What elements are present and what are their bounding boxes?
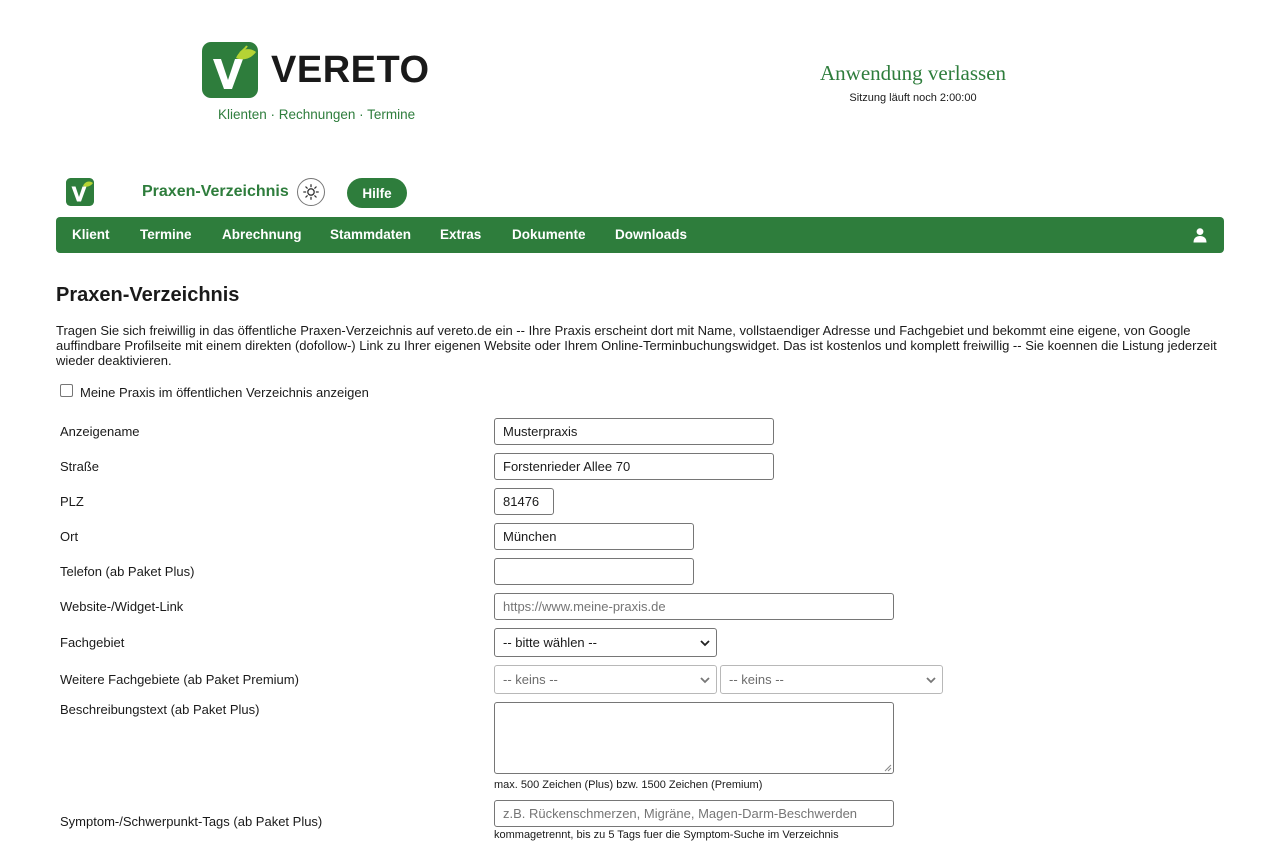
exit-application-link[interactable]: Anwendung verlassen bbox=[820, 61, 1007, 85]
brand-name: VERETO bbox=[271, 49, 430, 91]
more-specialties-label: Weitere Fachgebiete (ab Paket Premium) bbox=[60, 672, 299, 687]
nav-item-dokumente[interactable]: Dokumente bbox=[512, 227, 586, 242]
description-label: Beschreibungstext (ab Paket Plus) bbox=[60, 702, 260, 717]
public-listing-checkbox[interactable] bbox=[60, 384, 73, 397]
nav-item-klient[interactable]: Klient bbox=[72, 227, 110, 242]
description-textarea[interactable] bbox=[494, 702, 894, 774]
vereto-small-logo-icon[interactable] bbox=[66, 178, 94, 206]
specialty-selected-value: -- bitte wählen -- bbox=[503, 635, 597, 650]
nav-item-extras[interactable]: Extras bbox=[440, 227, 482, 242]
tags-input[interactable] bbox=[494, 800, 894, 827]
nav-item-abrechnung[interactable]: Abrechnung bbox=[222, 227, 302, 242]
specialty-label: Fachgebiet bbox=[60, 635, 125, 650]
chevron-down-icon bbox=[700, 639, 710, 647]
nav-item-downloads[interactable]: Downloads bbox=[615, 227, 688, 242]
nav-item-stammdaten[interactable]: Stammdaten bbox=[330, 227, 412, 242]
page-title: Praxen-Verzeichnis bbox=[56, 284, 240, 306]
city-label: Ort bbox=[60, 529, 79, 544]
description-hint: max. 500 Zeichen (Plus) bzw. 1500 Zeichen (Premium) bbox=[494, 779, 763, 791]
sun-icon bbox=[303, 184, 319, 200]
tags-label: Symptom-/Schwerpunkt-Tags (ab Paket Plus) bbox=[60, 814, 323, 829]
more-specialty-select-1[interactable] bbox=[494, 665, 717, 694]
session-timer: Sitzung läuft noch 2:00:00 bbox=[849, 92, 977, 104]
tags-hint: kommagetrennt, bis zu 5 Tags fuer die Symptom-Suche im Verzeichnis bbox=[494, 829, 839, 841]
phone-label: Telefon (ab Paket Plus) bbox=[60, 564, 195, 579]
zip-label: PLZ bbox=[60, 494, 84, 509]
resize-handle-icon[interactable] bbox=[884, 764, 892, 772]
chevron-down-icon bbox=[926, 676, 936, 684]
tags-placeholder: z.B. Rückenschmerzen, Migräne, Magen-Darm-Beschwerden bbox=[503, 806, 858, 821]
help-button[interactable]: Hilfe bbox=[347, 178, 407, 208]
brand-tagline: Klienten · Rechnungen · Termine bbox=[218, 107, 416, 122]
street-label: Straße bbox=[60, 459, 100, 474]
city-input[interactable]: München bbox=[494, 523, 694, 550]
zip-input[interactable]: 81476 bbox=[494, 488, 554, 515]
more-specialty-1-value: -- keins -- bbox=[503, 672, 558, 687]
website-placeholder: https://www.meine-praxis.de bbox=[503, 599, 666, 614]
more-specialty-2-value: -- keins -- bbox=[729, 672, 784, 687]
sub-header bbox=[56, 176, 1224, 210]
more-specialty-select-2[interactable] bbox=[720, 665, 943, 694]
specialty-select[interactable] bbox=[494, 628, 717, 657]
user-account-icon[interactable] bbox=[1192, 227, 1208, 243]
website-input[interactable] bbox=[494, 593, 894, 620]
website-label: Website-/Widget-Link bbox=[60, 599, 184, 614]
display-name-input[interactable]: Musterpraxis bbox=[494, 418, 774, 445]
chevron-down-icon bbox=[700, 676, 710, 684]
main-navigation bbox=[56, 217, 1224, 253]
vereto-logo-icon bbox=[202, 42, 258, 98]
top-header bbox=[0, 0, 1280, 160]
section-title: Praxen-Verzeichnis bbox=[142, 183, 289, 200]
theme-toggle-button[interactable] bbox=[297, 178, 325, 206]
street-input[interactable]: Forstenrieder Allee 70 bbox=[494, 453, 774, 480]
display-name-label: Anzeigename bbox=[60, 424, 140, 439]
intro-text: Tragen Sie sich freiwillig in das öffentliche Praxen-Verzeichnis auf vereto.de ein -- Ihre Praxis erscheint dort mit Name, vollstaendiger Adresse und Fachgebiet und bekommt eine eigene, von Google auffindbare Profilseite mit einem direkten (dofollow-) Link zu Ihrer eigenen Website oder Ihrem Online-Terminbuchungswidget. Das ist kostenlos und komplett freiwillig -- Sie koennen die Listung jederzeit wieder deaktivieren. bbox=[56, 323, 1217, 368]
session-box bbox=[820, 61, 1006, 104]
nav-item-termine[interactable]: Termine bbox=[140, 227, 192, 242]
phone-input[interactable] bbox=[494, 558, 694, 585]
public-listing-label: Meine Praxis im öffentlichen Verzeichnis anzeigen bbox=[80, 385, 369, 400]
